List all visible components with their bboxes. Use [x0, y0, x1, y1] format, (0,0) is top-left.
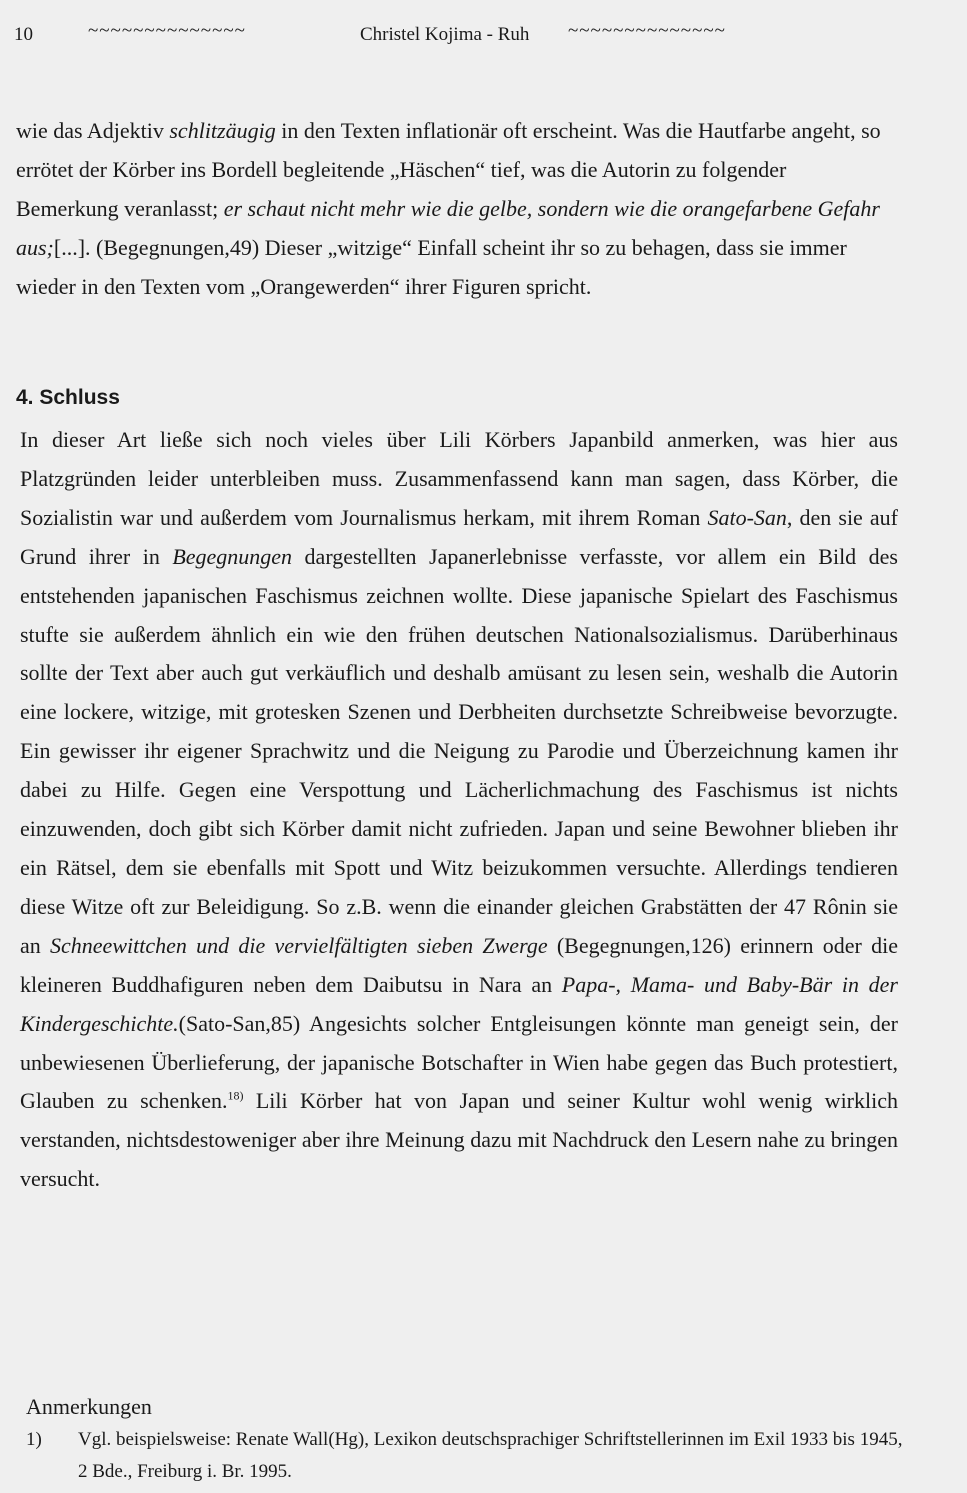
text-run: Lili Körber hat von Japan und seiner Kultur wohl wenig wirklich verstanden, nichtsdestoweniger aber ihre Meinung dazu mit Nachdruck den Lesern nahe zu bringen versucht.	[20, 1088, 898, 1192]
text-run: (Sato-San,85) Angesichts solcher Entgleisungen könnte man geneigt sein, der unbewiesenen Überlieferung, der japanische Botschafter in Wien habe gegen das Buch protestiert, Glauben zu schenken.	[20, 1010, 898, 1114]
endnotes	[26, 1394, 906, 1488]
text-run: [...]. (Begegnungen,49) Dieser „witzige“ Einfall scheint ihr so zu behagen, dass sie immer wieder in den Texten vom „Orangewerden“ ihrer Figuren spricht.	[16, 234, 847, 299]
footnote-ref: 18)	[227, 1089, 244, 1104]
italic-title: Sato-San	[707, 504, 787, 530]
text-run: dargestellten Japanerlebnisse verfasste, vor allem ein Bild des entstehenden japanischen Faschismus zeichnen wollte. Diese japanische Spielart des Faschismus stufte sie außerdem ähnlich ein wie den frühen deutschen Nationalsozialismus. Darüberhinaus sollte der Text aber auch gut verkäuflich und deshalb amüsant zu lesen sein, weshalb die Autorin eine lockere, witzige, mit grotesken Szenen und Derbheiten durchsetzte Schreibweise bevorzugte. Ein gewisser ihr eigener Sprachwitz und die Neigung zu Parodie und Überzeichnung kamen ihr dabei zu Hilfe. Gegen eine Verspottung und Lächerlichmachung des Faschismus ist nichts einzuwenden, doch gibt sich Körber damit nicht zufrieden. Japan und seine Bewohner blieben ihr ein Rätsel, dem sie ebenfalls mit Spott und Witz beizukommen versuchte. Allerdings tendieren diese Witze oft zur Beleidigung. So z.B. wenn die einander gleichen Grabstätten der 47 Rônin sie an	[20, 543, 898, 958]
text-run: , den sie auf Grund ihrer in	[20, 504, 899, 569]
text-run: In dieser Art ließe sich noch vieles über Lili Körbers Japanbild anmerken, was hier aus Platzgründen leider unterbleiben muss. Zusammenfassend kann man sagen, dass Körber, die Sozialistin war und außerdem vom Journalismus herkam, mit ihrem Roman	[20, 427, 898, 530]
header-ornament-left: ~~~~~~~~~~~~~~	[88, 20, 246, 41]
paragraph-continuation	[16, 112, 892, 307]
note-number: 1)	[26, 1429, 42, 1450]
text-run: in den Texten inflationär oft erscheint. Was die Hautfarbe angeht, so errötet der Körber ins Bordell begleitende „Häschen“ tief, was die Autorin zu folgender Bemerkung veranlasst;	[16, 118, 881, 221]
running-header	[14, 20, 894, 54]
paragraph	[16, 112, 892, 307]
page-number: 10	[14, 24, 33, 45]
paragraph	[20, 421, 898, 1199]
note-text: Vgl. beispielsweise: Renate Wall(Hg), Lexikon deutschsprachiger Schriftstellerinnen im Exil 1933 bis 1945, 2 Bde., Freiburg i. Br. 1995.	[78, 1429, 903, 1482]
text-run: wie das Adjektiv	[16, 118, 170, 143]
italic-quote: er schaut nicht mehr wie die gelbe, sondern wie die orangefarbene Gefahr aus;	[16, 195, 880, 260]
section-heading: 4. Schluss	[16, 386, 120, 409]
note-item	[26, 1424, 906, 1488]
section-body	[20, 421, 898, 1199]
header-ornament-right: ~~~~~~~~~~~~~~	[568, 20, 726, 41]
notes-heading: Anmerkungen	[26, 1394, 152, 1419]
italic-quote: Schneewittchen und die vervielfältigten sieben Zwerge	[50, 932, 548, 958]
header-author: Christel Kojima - Ruh	[360, 24, 530, 45]
italic-title: Begegnungen	[172, 543, 293, 569]
italic-term: schlitzäugig	[169, 118, 276, 143]
text-run: (Begegnungen,126) erinnern oder die kleineren Buddhafiguren neben dem Daibutsu in Nara an	[20, 932, 899, 997]
italic-quote: Papa-, Mama- und Baby-Bär in der Kindergeschichte.	[20, 971, 898, 1036]
